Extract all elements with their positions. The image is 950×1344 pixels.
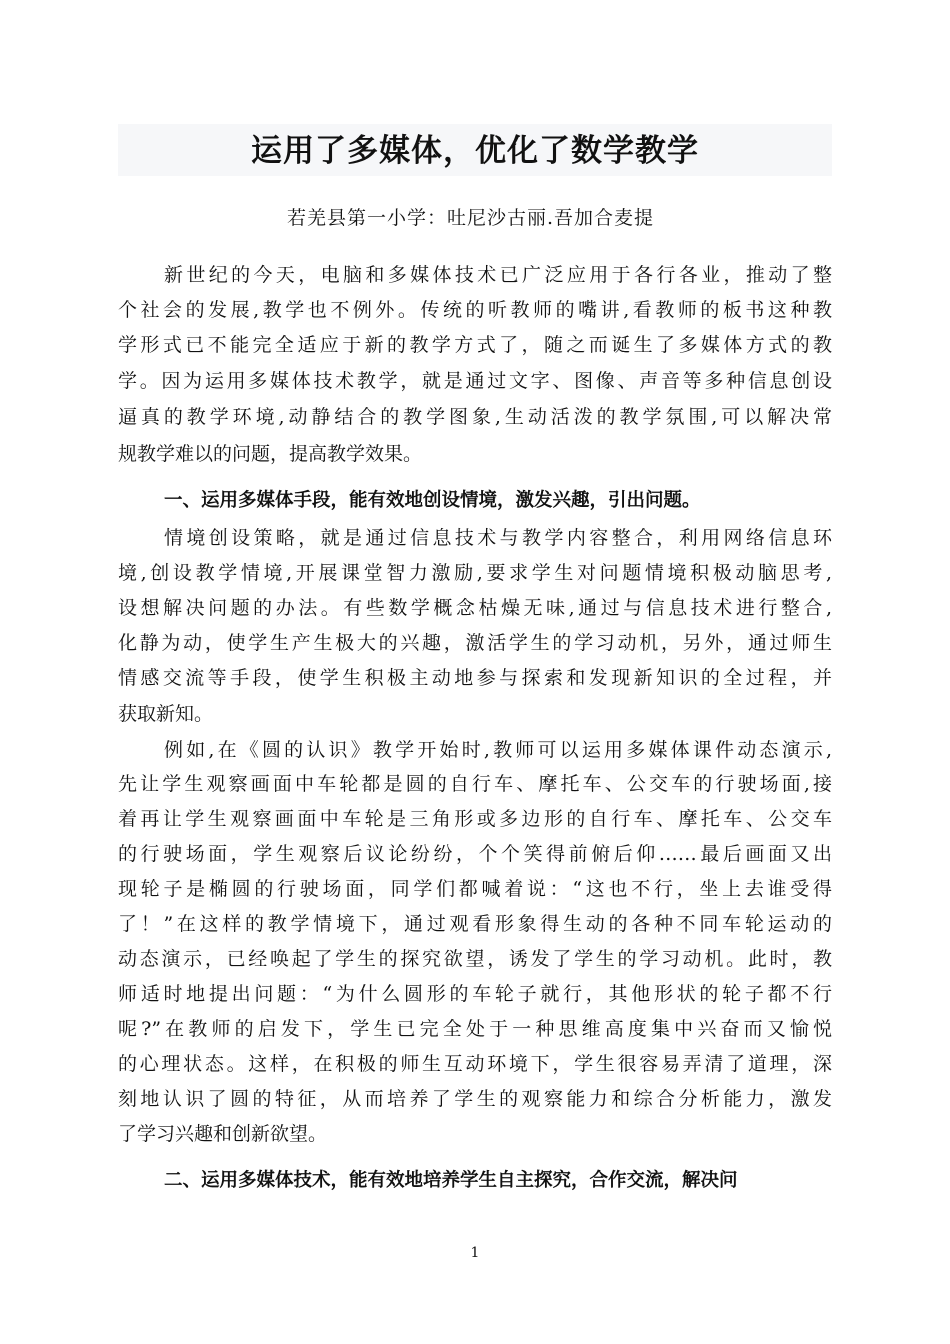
section-heading-2: 二、运用多媒体技术，能有效地培养学生自主探究，合作交流，解决问 xyxy=(164,1170,738,1191)
text-line: 刻地认识了圆的特征，从而培养了学生的观察能力和综合分析能力，激发 xyxy=(118,1088,832,1110)
text-line: 先让学生观察画面中车轮都是圆的自行车、摩托车、公交车的行驶场面,接 xyxy=(118,773,832,795)
text-line: 逼真的教学环境,动静结合的教学图象,生动活泼的教学氛围,可以解决常 xyxy=(118,406,832,428)
text-line: 情感交流等手段，使学生积极主动地参与探索和发现新知识的全过程，并 xyxy=(118,667,832,689)
text-line: 设想解决问题的办法。有些数学概念枯燥无味,通过与信息技术进行整合, xyxy=(118,597,832,619)
text-line: 新世纪的今天，电脑和多媒体技术已广泛应用于各行各业，推动了整 xyxy=(164,264,832,286)
text-line: 师适时地提出问题：“为什么圆形的车轮子就行，其他形状的轮子都不行 xyxy=(118,983,832,1005)
text-line: 呢?”在教师的启发下，学生已完全处于一种思维高度集中兴奋而又愉悦 xyxy=(118,1018,832,1040)
text-line: 的心理状态。这样，在积极的师生互动环境下，学生很容易弄清了道理，深 xyxy=(118,1053,832,1075)
text-line: 化静为动，使学生产生极大的兴趣，激活学生的学习动机，另外，通过师生 xyxy=(118,632,832,654)
text-line: 了！”在这样的教学情境下，通过观看形象得生动的各种不同车轮运动的 xyxy=(118,913,832,935)
text-line: 的行驶场面，学生观察后议论纷纷，个个笑得前俯后仰……最后画面又出 xyxy=(118,843,832,865)
text-line: 现轮子是椭圆的行驶场面，同学们都喊着说：“这也不行，坐上去谁受得 xyxy=(118,878,832,900)
text-line: 个社会的发展,教学也不例外。传统的听教师的嘴讲,看教师的板书这种教 xyxy=(118,299,832,321)
text-line: 学。因为运用多媒体技术教学，就是通过文字、图像、声音等多种信息创设 xyxy=(118,370,832,392)
text-line: 获取新知。 xyxy=(118,703,214,725)
text-line: 动态演示，已经唤起了学生的探究欲望，诱发了学生的学习动机。此时，教 xyxy=(118,948,832,970)
text-line: 了学习兴趣和创新欲望。 xyxy=(118,1123,328,1145)
page-number: 1 xyxy=(470,1245,480,1261)
text-line: 境,创设教学情境,开展课堂智力激励,要求学生对问题情境积极动脑思考, xyxy=(118,562,832,584)
author-line: 若羌县第一小学：吐尼沙古丽.吾加合麦提 xyxy=(287,207,655,229)
section-heading-1: 一、运用多媒体手段，能有效地创设情境，激发兴趣，引出问题。 xyxy=(164,490,701,511)
text-line: 情境创设策略，就是通过信息技术与教学内容整合，利用网络信息环 xyxy=(164,527,832,549)
document-title: 运用了多媒体，优化了数学教学 xyxy=(251,133,699,169)
text-line: 着再让学生观察画面中车轮是三角形或多边形的自行车、摩托车、公交车 xyxy=(118,808,832,830)
text-line: 例如,在《圆的认识》教学开始时,教师可以运用多媒体课件动态演示, xyxy=(164,739,832,761)
text-line: 规教学难以的问题，提高教学效果。 xyxy=(118,443,423,465)
text-line: 学形式已不能完全适应于新的教学方式了，随之而诞生了多媒体方式的教 xyxy=(118,334,832,356)
